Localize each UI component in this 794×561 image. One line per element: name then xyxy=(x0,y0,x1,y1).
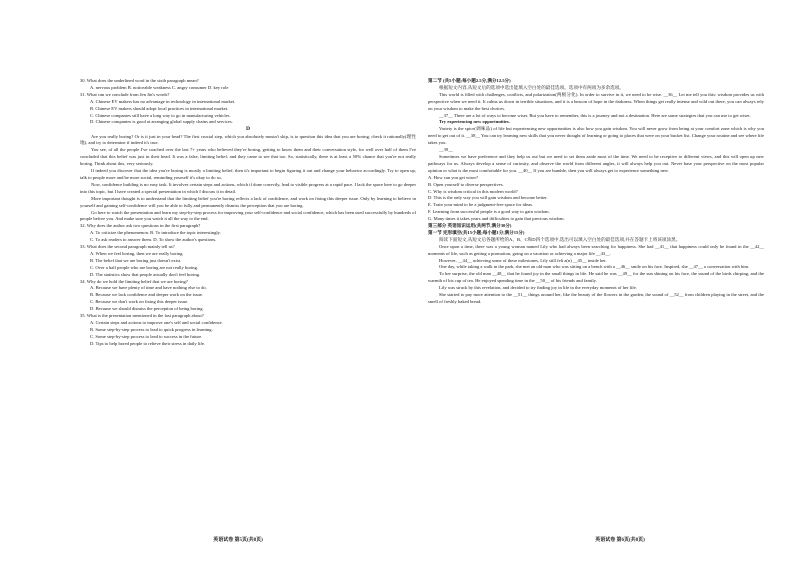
cloze-paragraph-1: Once upon a time, there was a young woman named Lily who had always been searching for happiness. She had __41__ that happiness could only be found in the __42__ moments of life, such as getting a promotion, going on a vacation or achieving a major life __43__. xyxy=(428,243,764,256)
wisdom-paragraph-3: Variety is the spice(调味品) of life but experiencing new opportunities is also how you gain wisdom. You will never grow from being at your comfort zone which is why you need to get out of it. __38__ You can try learning new skills that you never thought of learning or going to places that were on your bucket list. Change your routine and see where life takes you. xyxy=(428,126,764,146)
question-35-option-b: B. Some step-by-step process to lead to quick progress in learning. xyxy=(90,326,213,332)
question-31-option-a: A. Chinese EV makers has no advantage in technology in international market. xyxy=(90,98,236,104)
question-30: 30. What does the underlined word in the sixth paragraph mean? xyxy=(80,78,199,83)
question-31: 31. What can we conclude from Jen Jin's words? xyxy=(80,91,170,97)
question-34-option-d: D. Because we should dismiss the perception of being boring. xyxy=(90,306,204,312)
option-a: A. How can you get wiser? xyxy=(428,174,479,180)
section-2-instructions: 根据短文内容,从短文后的选项中选出能填入空白处的最佳选项。选项中有两项为多余选项。 xyxy=(439,84,624,90)
cloze-paragraph-3: One day, while taking a walk in the park, she met an old man who was sitting on a bench with a __46__ smile on his face. Inspired, she __47__ a conversation with him. xyxy=(439,264,750,270)
cloze-paragraph-2: However, __44__ achieving some of these milestones, Lily still felt a(n) __45__ inside her. xyxy=(439,257,607,263)
wisdom-paragraph-1: This world is filled with challenges, conflicts, and polarization(两极分化). In order to survive in it, we need to be wise. __36__ Let me tell you this: wisdom provides us with perspective when we need it. It calms us down in terrible situations, and it is a beacon of hope in the darkness. When things get really intense and wild out there, you can always rely on your wisdom to make the best choices. xyxy=(428,91,764,111)
question-32-options-ab: A. To criticize the phenomenon. B. To introduce the topic interestingly. xyxy=(90,230,221,236)
passage-d-paragraph-2: You see, of all the people I've coached over the last 7+ years who believed they're boring, getting to know them and their conversation style, for well over half of them I've concluded that this belief was just in their head. It was a false, limiting belief; and they came to see that too. So, statistically, there is at least a 50% chance that you're not really boring. Think about this, very seriously. xyxy=(80,147,416,167)
question-32-options-cd: C. To ask readers to answer them. D. To show the author's questions. xyxy=(90,237,217,243)
page-6-footer: 英语试卷 第6页(共8页) xyxy=(595,538,645,543)
option-e: E. Train your mind to be a judgment-free space for ideas. xyxy=(428,202,534,208)
question-35-option-d: D. Tips to help bored people to relieve their stress in daily life. xyxy=(90,340,206,346)
option-c: C. Why is wisdom critical in this modern world? xyxy=(428,188,518,194)
question-34-option-a: A. Because we have plenty of time and have nothing else to do. xyxy=(90,285,207,291)
question-34-option-c: C. Because we don't work on fixing this deeper issue. xyxy=(90,299,189,305)
section-2-title: 第二节 (共5小题;每小题2.5分,满分12.5分) xyxy=(428,78,511,83)
passage-d-paragraph-3: If indeed you discover that the idea you're boring is mostly a limiting belief, then it's important to begin figuring it out and change your behavior accordingly. Try to open up, talk to people more and be more social, reminding yourself it's okay to do so. xyxy=(80,168,416,180)
question-35: 35. What is the presentation mentioned in the last paragraph about? xyxy=(80,313,204,319)
cloze-paragraph-6: She started to pay more attention to the __51__ things around her, like the beauty of the flowers in the garden, the sound of __52__ from children playing in the street, and the smell of freshly baked bread. xyxy=(428,292,764,304)
wisdom-heading: Try experiencing new opportunities. xyxy=(439,119,510,125)
cloze-paragraph-4: To her surprise, the old man __48__ that he found joy in the small things in life. He said he was __49__ for the sun shining on his face, the sound of the birds chirping, and the warmth of his cup of tea. He enjoyed spending time in the __50__ of his friends and family. xyxy=(428,271,764,284)
question-31-option-b: B. Chinese EV makers should adopt local practices in international market. xyxy=(90,105,229,111)
option-f: F. Learning from successful people is a good way to gain wisdom. xyxy=(428,209,550,215)
part-3-instructions: 阅读下面短文,从短文后各题所给的A、B、C和D四个选项中,选出可以填入空白处的最佳选项,并在答题卡上将该项涂黑。 xyxy=(439,236,681,242)
page-6-column xyxy=(428,78,764,546)
passage-d-paragraph-4: Now, confidence building is no easy task. It involves certain steps and actions, which if done correctly, lead to visible progress at a rapid pace. I lack the space here to go deeper into this topic, but I have created a special presentation in which I discuss it in detail. xyxy=(80,181,416,194)
question-34-option-b: B. Because we lack confidence and deeper work on the issue. xyxy=(90,292,204,298)
question-33-option-b: B. The belief that we are boring just doesn't exist. xyxy=(90,257,182,263)
page-5-column xyxy=(80,78,416,546)
question-31-option-d: D. Chinese companies is good at arranging global supply chains and services. xyxy=(90,119,233,125)
cloze-paragraph-5: Lily was struck by this revelation, and decided to try finding joy in life in the everyday moments of her life. xyxy=(439,285,637,291)
page-5-footer: 英语试卷 第5页(共8页) xyxy=(213,538,263,543)
passage-d-paragraph-6: Go here to watch the presentation and learn my step-by-step process for improving your self-confidence and social confidence, which has been used successfully by hundreds of people before you. And make sure you watch it all the way to the end. xyxy=(80,209,416,222)
question-33: 33. What does the second paragraph mainly tell us? xyxy=(80,244,175,250)
part-3-title: 第三部分 英语知识运用(共两节,满分30分) xyxy=(428,223,512,229)
question-30-options: A. nervous problem B. noticeable weakness C. angry consumer D. key role xyxy=(90,84,229,90)
question-35-option-a: A. Certain steps and actions to improve one's self and social confidence. xyxy=(90,320,223,326)
question-35-option-c: C. Some step-by-step process to lead to success in the future. xyxy=(90,333,203,339)
passage-d-heading: D xyxy=(245,126,251,133)
question-34: 34. Why do we hold the limiting belief that we are boring? xyxy=(80,278,188,284)
question-31-option-c: C. Chinese companies still have a long way to go in manufacturing vehicles. xyxy=(90,112,231,118)
question-33-option-a: A. When we feel boring, then we are really boring. xyxy=(90,250,184,256)
option-d: D. This is the only way you will gain wisdom and become better. xyxy=(428,195,548,201)
question-33-option-d: D. The statistics show that people actually don't feel boring. xyxy=(90,271,201,277)
part-3-section-1-title: 第一节 完形填空(共15小题;每小题1分,满分15分) xyxy=(428,229,525,235)
wisdom-paragraph-2: __37__ There are a lot of ways to become wiser. But you have to remember, this is a journey and not a destination. Here are some strategies that you can use to get wiser. xyxy=(439,112,751,118)
wisdom-paragraph-4: Sometimes we have preference and they help us out but we need to set them aside most of the time. We need to be receptive to different views, and this will open up new pathways for us. Always develop a sense of curiosity, and observe the world from different angles, it will always help you out. Never base your perspective on the most popular opinion or what is the most comfortable for you. __40__ If you are humble, then you will always get to experience something new. xyxy=(428,153,764,173)
passage-d-paragraph-1: Are you really boring? Or is it just in your head? The first crucial step, which you absolutely mustn't skip, is to question this idea that you are boring, check it rationally(理性地), and try to determine if indeed it's true. xyxy=(80,133,416,146)
option-g: G. Many times it takes years and difficulties to gain that precious wisdom. xyxy=(428,216,565,222)
question-32: 32. Why does the author ask two questions in the first paragraph? xyxy=(80,223,201,229)
blank-39: __39__ xyxy=(439,147,453,153)
passage-d-paragraph-5: More important thought is to understand that the limiting belief you're boring reflects a lack of confidence, and work on fixing this deeper issue. Only by learning to believe in yourself and gaining self-confidence will you be able to fully and permanently dismiss the perception that you are boring. xyxy=(80,195,416,208)
question-33-option-c: C. Over a half people who are boring are not really boring. xyxy=(90,264,199,270)
option-b: B. Open yourself to diverse perspectives. xyxy=(428,181,504,187)
